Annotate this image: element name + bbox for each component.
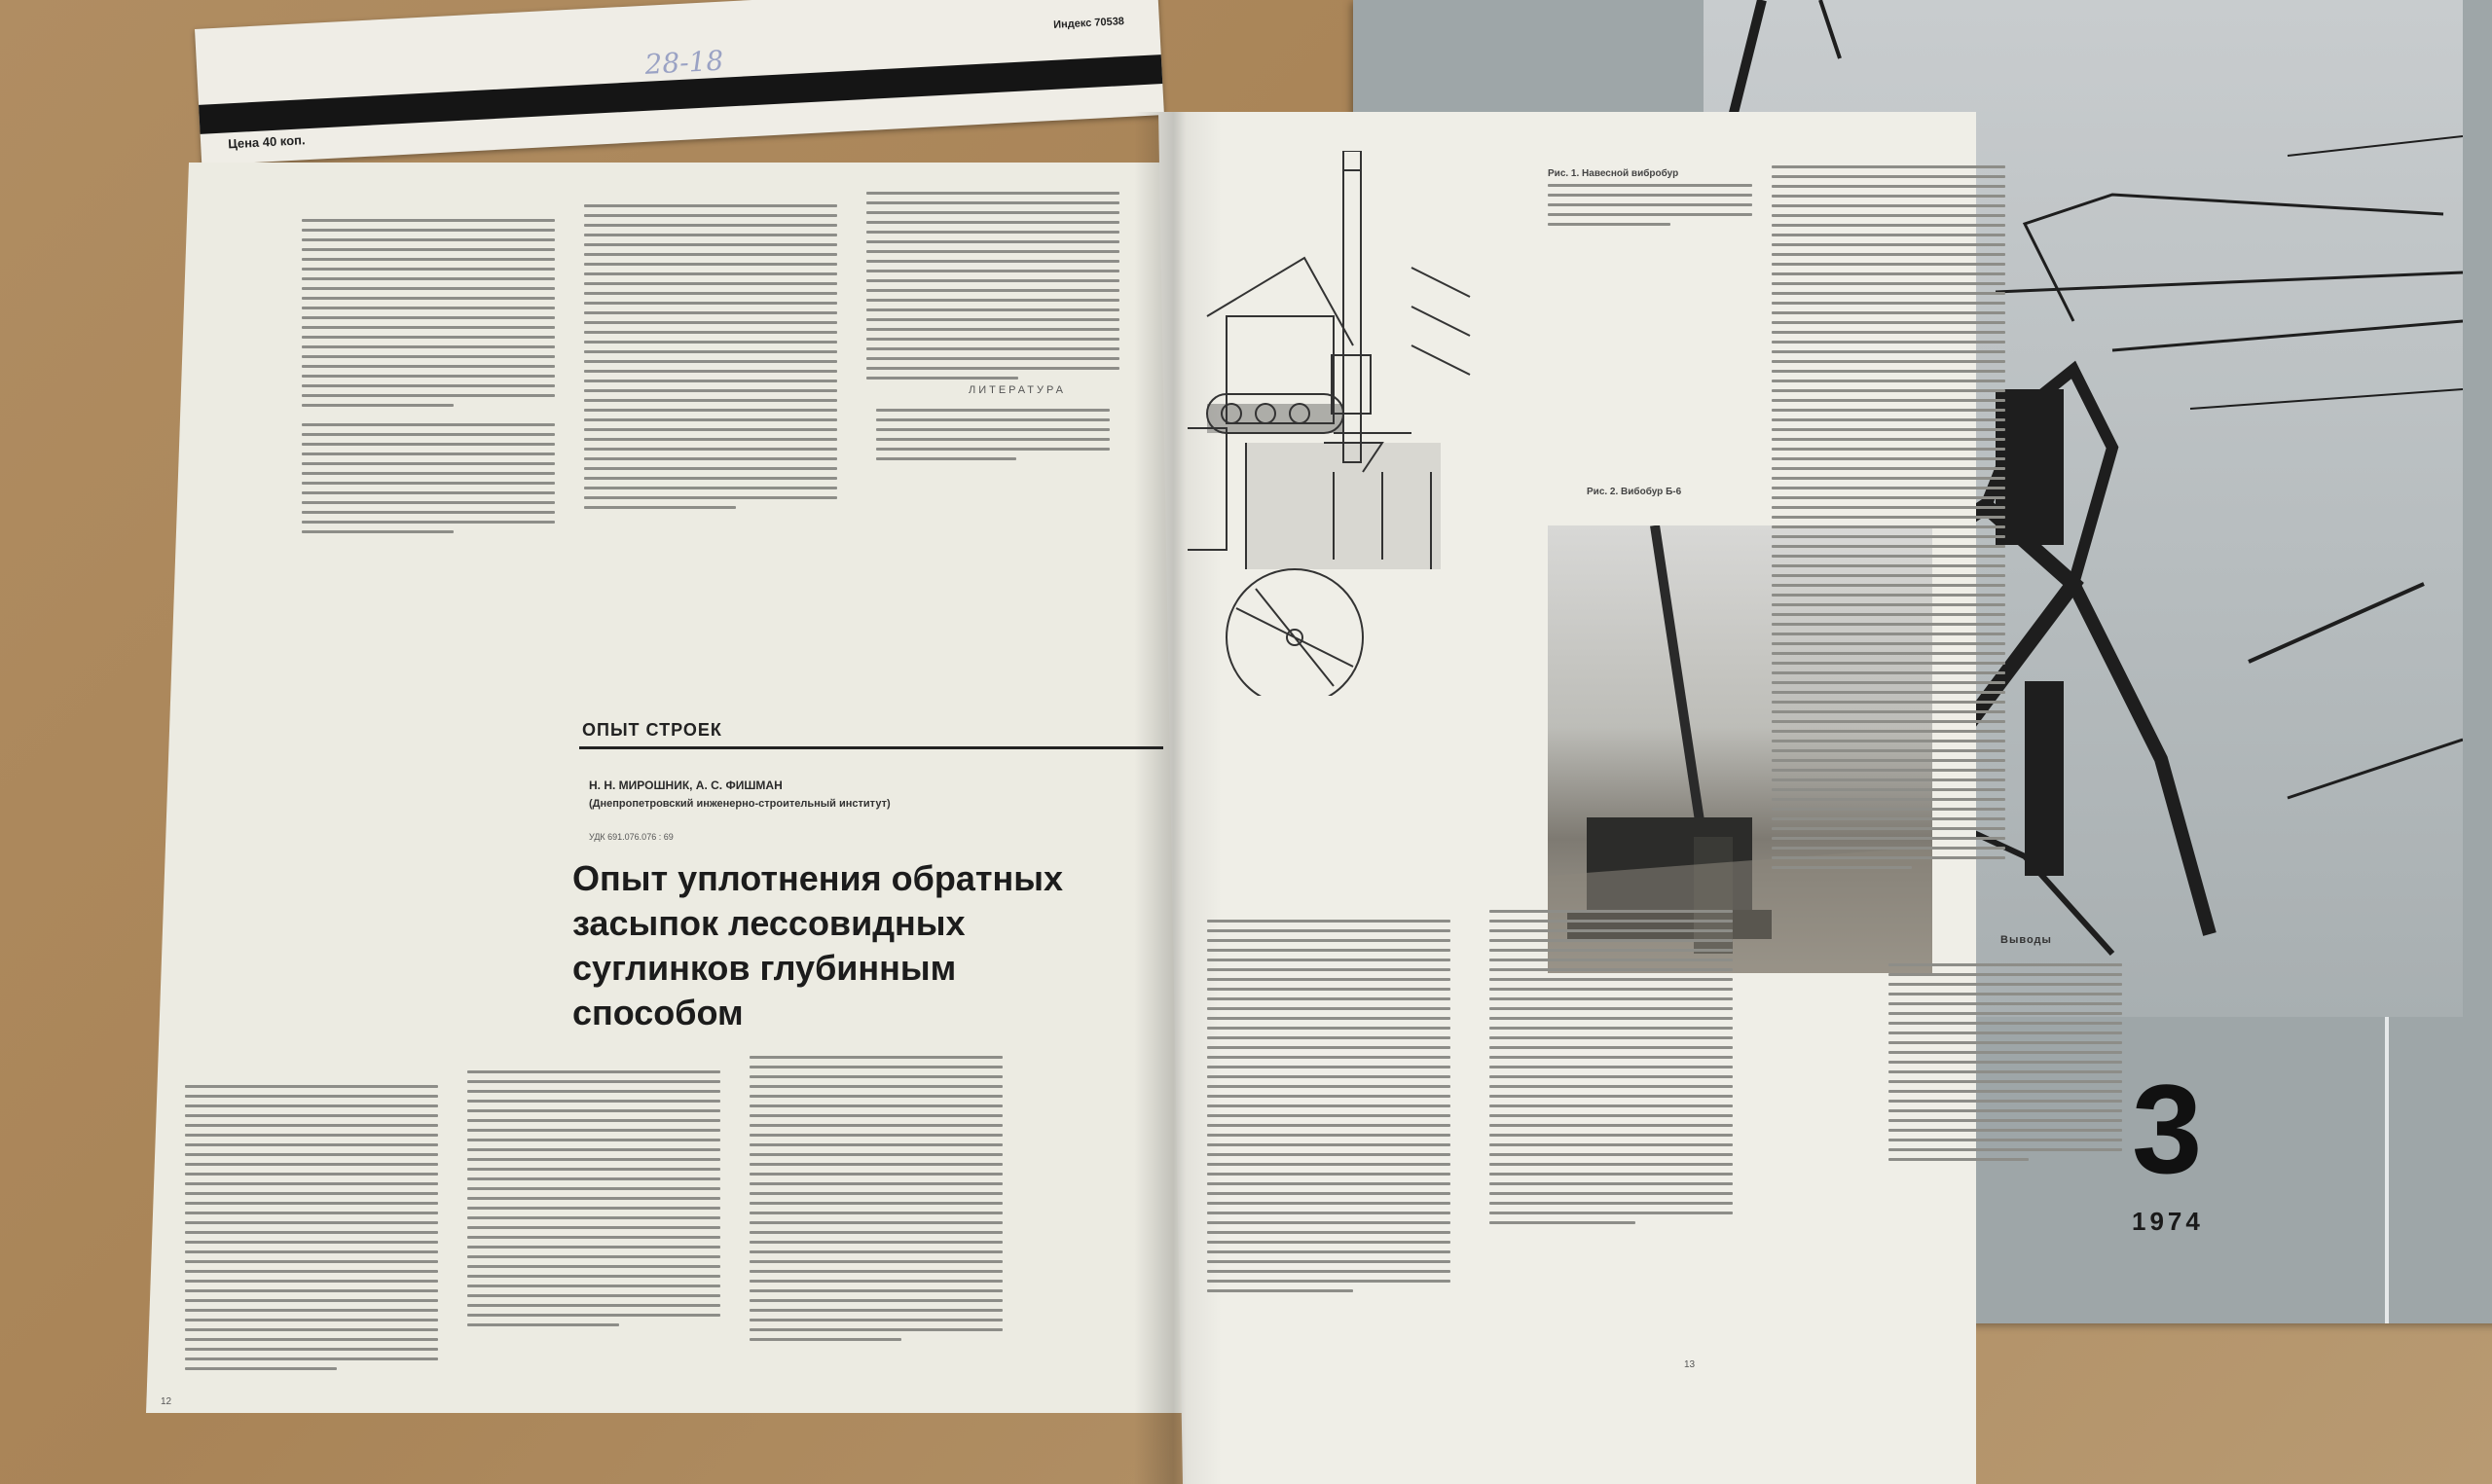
body-column-1 [185, 1085, 438, 1377]
section-tag: ОПЫТ СТРОЕК [582, 720, 722, 740]
open-magazine [58, 112, 2052, 1484]
conclusions-heading: Выводы [2000, 934, 2052, 946]
body-column-3 [750, 1056, 1003, 1348]
body-column-2 [467, 1070, 720, 1333]
machine-drawing [1188, 151, 1548, 696]
figure-2-caption: Рис. 2. Вибобур Б-6 [1587, 487, 1682, 497]
figure-legend [1548, 184, 1752, 233]
article-authors: Н. Н. МИРОШНИК, А. С. ФИШМАН [589, 778, 783, 792]
index-label: Индекс 70538 [1052, 16, 1125, 31]
figure-1-caption: Рис. 1. Навесной вибробур [1548, 168, 1679, 179]
conclusions-text [1888, 963, 2122, 1168]
article-title: Опыт уплотнения обратных засыпок лессовидных суглинков глубинным способом [572, 858, 1064, 1032]
page-number-right: 13 [1684, 1359, 1696, 1370]
article-affiliation: (Днепропетровский инженерно-строительный институт) [589, 798, 891, 810]
text-column-2 [584, 204, 837, 516]
section-rule [579, 746, 1163, 749]
udk-code: УДК 691.076.076 : 69 [589, 832, 674, 842]
literature-list [876, 409, 1110, 467]
issue-number: 3 [2132, 1058, 2203, 1200]
right-body-column-2 [1489, 910, 1733, 1231]
right-column-upper [1772, 165, 2005, 876]
cover-divider [2385, 1017, 2389, 1323]
price-label: Цена 40 коп. [227, 132, 306, 152]
text-column-1 [302, 219, 555, 540]
literature-heading: ЛИТЕРАТУРА [969, 384, 1066, 396]
text-column-3 [866, 192, 1119, 386]
issue-year: 1974 [2132, 1207, 2204, 1236]
right-body-column-1 [1207, 920, 1450, 1299]
page-number-left: 12 [161, 1396, 172, 1407]
handwritten-note: 28-18 [643, 44, 725, 81]
